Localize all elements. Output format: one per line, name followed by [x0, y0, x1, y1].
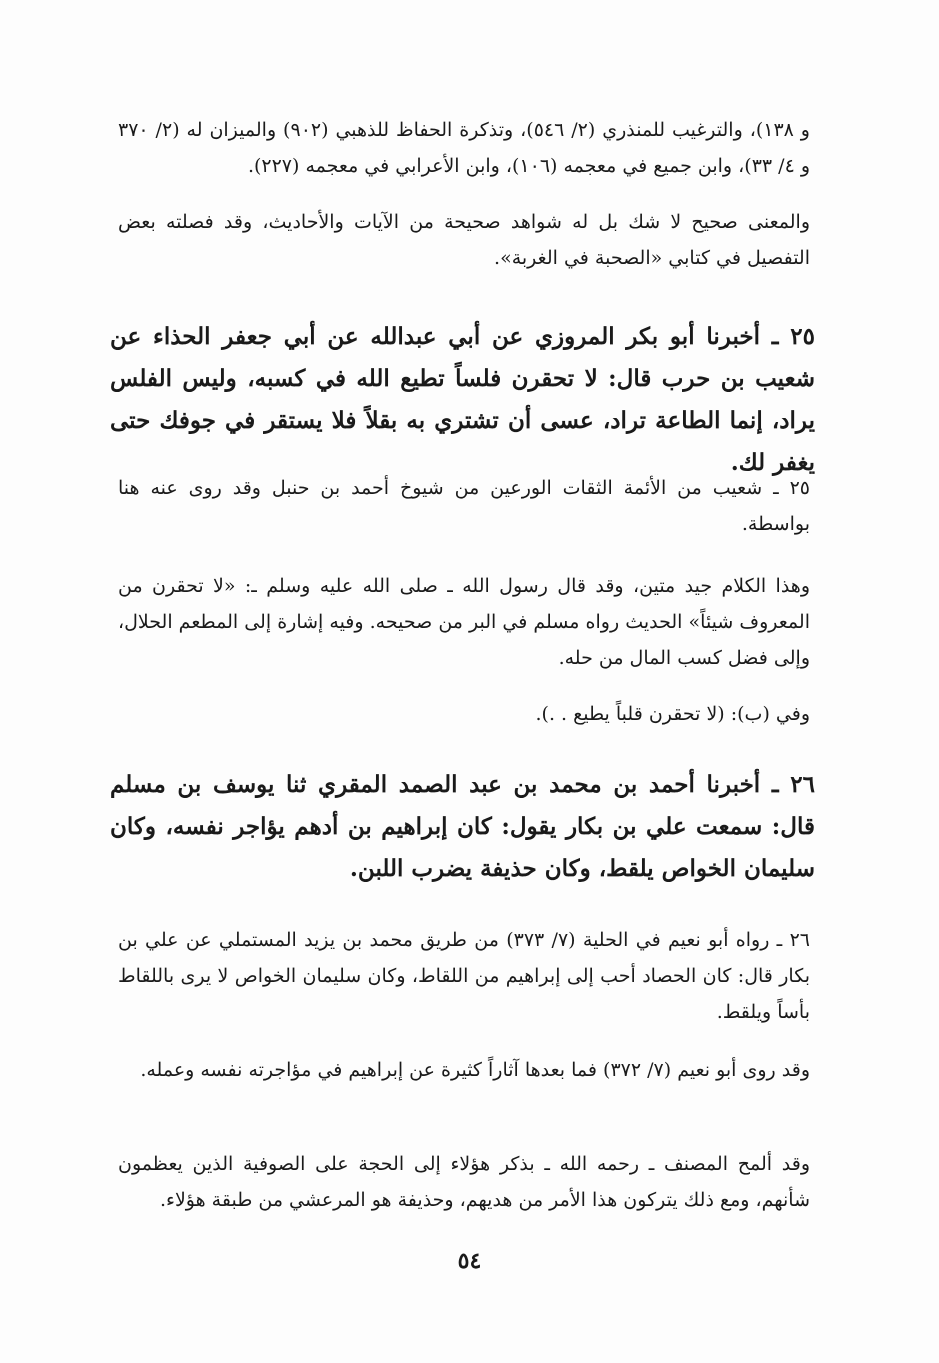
paragraph-narration-26: ٢٦ ـ أخبرنا أحمد بن محمد بن عبد الصمد المقري ثنا يوسف بن مسلم قال: سمعت علي بن بكار يقول: كان إبراهيم بن أدهم يؤاجر نفسه، وكان سليمان الخواص يلقط، وكان حذيفة يضرب اللبن. — [110, 771, 815, 882]
paragraph-narration-25: ٢٥ ـ أخبرنا أبو بكر المروزي عن أبي عبدالله عن أبي جعفر الحذاء عن شعيب بن حرب قال: لا تحقرن فلساً تطيع الله في كسبه، وليس الفلس يراد، إنما الطاعة تراد، عسى أن تشتري به بقلاً فلا يستقر في جوفك حتى يغفر لك. — [110, 323, 815, 476]
paragraph-variant-b: وفي (ب): (لا تحقرن قلباً يطيع . .). — [535, 703, 810, 725]
paragraph-commentary-sufis: وقد ألمح المصنف ـ رحمه الله ـ بذكر هؤلاء إلى الحجة على الصوفية الذين يعظمون شأنهم، ومع ذلك يتركون هذا الأمر من هديهم، وحذيفة هو المرعشي من طبقة هؤلاء. — [118, 1153, 810, 1211]
paragraph-commentary-meaning: والمعنى صحيح لا شك بل له شواهد صحيحة من الآيات والأحاديث، وقد فصلته بعض التفصيل في كتابي «الصحبة في الغربة». — [118, 211, 810, 269]
paragraph-commentary-26: ٢٦ ـ رواه أبو نعيم في الحلية (٧/ ٣٧٣) من طريق محمد بن يزيد المستملي عن علي بن بكار قال: كان الحصاد أحب إلى إبراهيم من اللقاط، وكان سليمان الخواص لا يرى باللقاط بأساً ويلقط. — [118, 929, 810, 1023]
paragraph-footnote-references: و ١٣٨)، والترغيب للمنذري (٢/ ٥٤٦)، وتذكرة الحفاظ للذهبي (٩٠٢) والميزان له (٢/ ٣٧٠ و ٤/ ٣٣)، وابن جميع في معجمه (١٠٦)، وابن الأعرابي في معجمه (٢٢٧). — [118, 119, 810, 177]
paragraph-commentary-hadith: وهذا الكلام جيد متين، وقد قال رسول الله ـ صلى الله عليه وسلم ـ: «لا تحقرن من المعروف شيئاً» الحديث رواه مسلم في البر من صحيحه. وفيه إشارة إلى المطعم الحلال، وإلى فضل كسب المال من حله. — [118, 575, 810, 669]
page-number: ٥٤ — [457, 1248, 482, 1274]
paragraph-commentary-abu-nuaym: وقد روى أبو نعيم (٧/ ٣٧٢) فما بعدها آثاراً كثيرة عن إبراهيم في مؤاجرته نفسه وعمله. — [140, 1059, 810, 1081]
paragraph-commentary-25: ٢٥ ـ شعيب من الأئمة الثقات الورعين من شيوخ أحمد بن حنبل وقد روى عنه هنا بواسطة. — [118, 477, 810, 535]
